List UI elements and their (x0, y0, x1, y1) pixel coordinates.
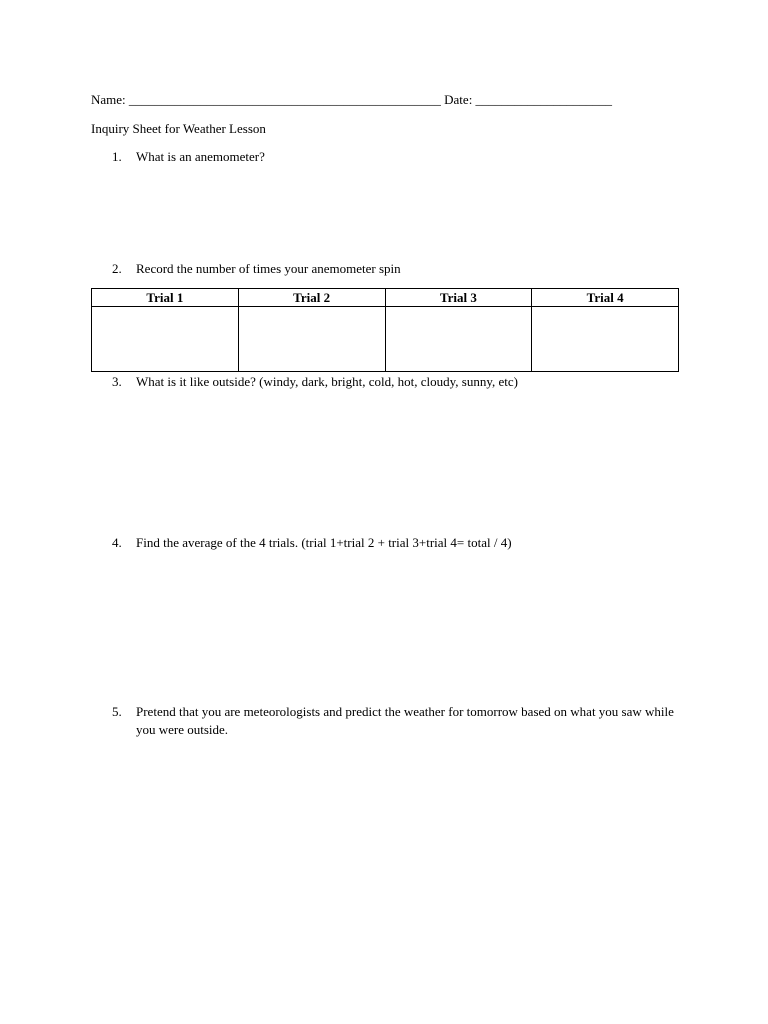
question-4 (112, 534, 692, 552)
question-text: What is it like outside? (windy, dark, bright, cold, hot, cloudy, sunny, etc) (136, 374, 518, 389)
question-number: 2. (112, 261, 122, 276)
question-number: 5. (112, 704, 122, 719)
trial-1-header: Trial 1 (92, 289, 239, 307)
trials-table (91, 288, 679, 372)
worksheet-title: Inquiry Sheet for Weather Lesson (91, 121, 266, 136)
trial-3-header: Trial 3 (385, 289, 532, 307)
trial-2-cell[interactable] (238, 307, 385, 372)
table-row (92, 307, 679, 372)
trial-4-cell[interactable] (532, 307, 679, 372)
question-number: 3. (112, 374, 122, 389)
trial-1-cell[interactable] (92, 307, 239, 372)
name-date-line: Name: ________________________________________________ Date: _____________________ (91, 92, 613, 107)
question-2 (112, 260, 692, 278)
table-header-row (92, 289, 679, 307)
trial-3-cell[interactable] (385, 307, 532, 372)
question-text: Pretend that you are meteorologists and predict the weather for tomorrow based on what you saw while you were outside. (136, 704, 674, 737)
trial-2-header: Trial 2 (238, 289, 385, 307)
question-number: 4. (112, 535, 122, 550)
question-text: What is an anemometer? (136, 149, 265, 164)
question-1 (112, 148, 692, 166)
question-text: Record the number of times your anemometer spin (136, 261, 401, 276)
question-5 (112, 703, 692, 739)
question-text: Find the average of the 4 trials. (trial 1+trial 2 + trial 3+trial 4= total / 4) (136, 535, 512, 550)
question-3 (112, 373, 692, 391)
question-number: 1. (112, 149, 122, 164)
trial-4-header: Trial 4 (532, 289, 679, 307)
